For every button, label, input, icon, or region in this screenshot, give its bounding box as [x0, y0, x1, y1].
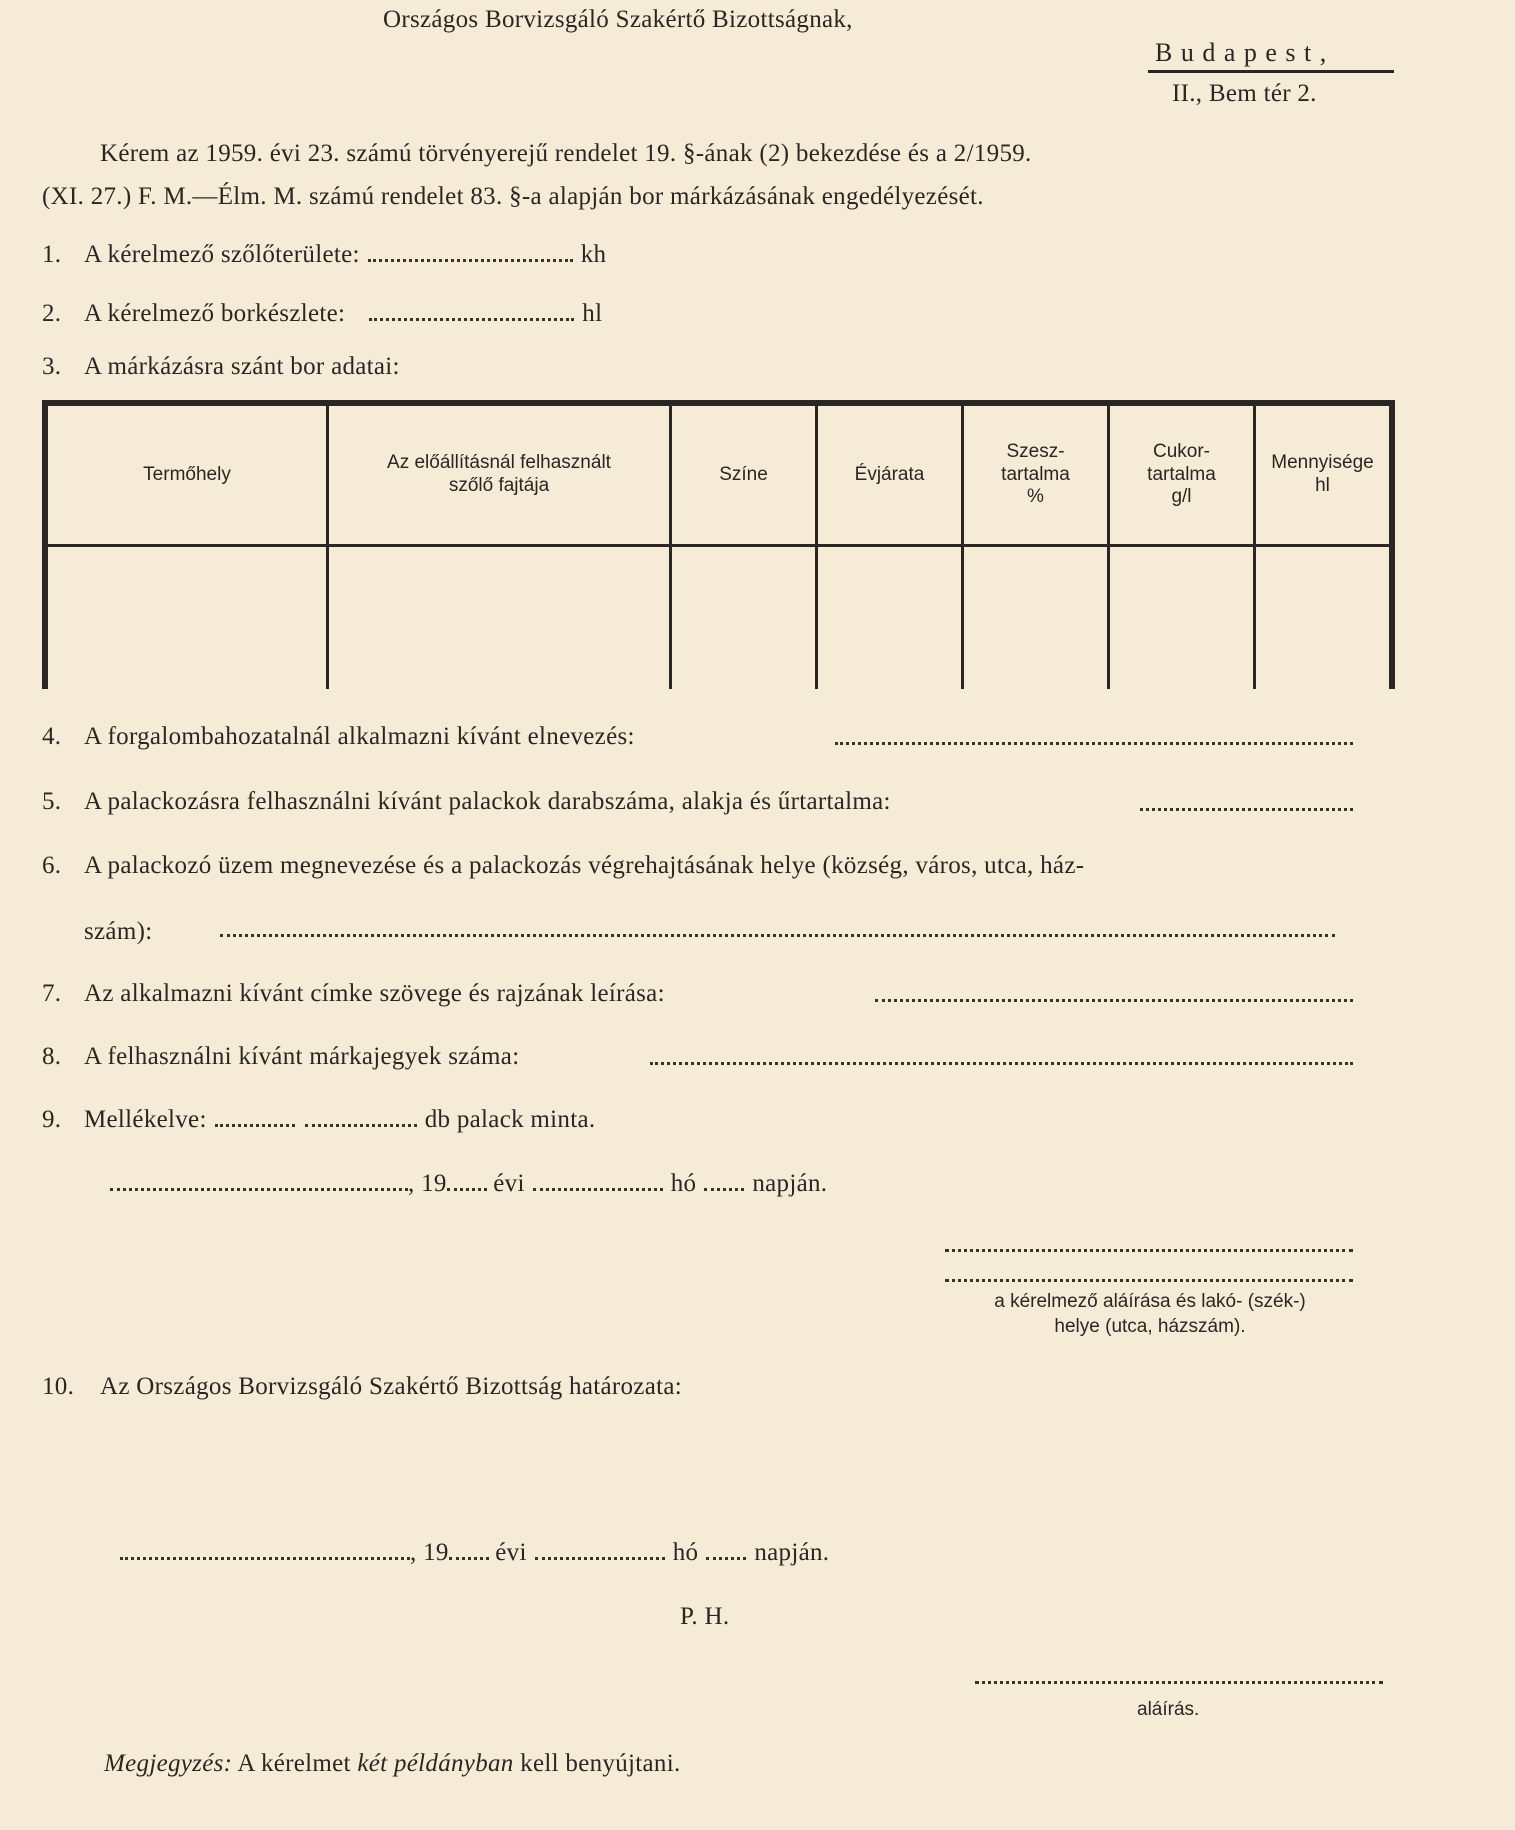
item-4-field[interactable] [835, 742, 1353, 745]
item-3-label: A márkázásra szánt bor adatai: [84, 353, 400, 380]
address: II., Bem tér 2. [1172, 80, 1317, 107]
item-1 [42, 241, 606, 269]
item-9-field-a[interactable] [215, 1124, 295, 1127]
date2-year-word: évi [495, 1539, 527, 1566]
date1-year-field[interactable] [447, 1188, 487, 1191]
date1-year-word: évi [493, 1170, 525, 1197]
item-9-suffix: db palack minta. [424, 1106, 596, 1133]
col-header-cukor-line2: tartalma [1147, 463, 1216, 485]
item-8-label: A felhasználni kívánt márkajegyek száma: [84, 1043, 520, 1070]
col-header-fajta-line2: szőlő fajtája [448, 475, 550, 496]
item-9-number: 9. [42, 1106, 62, 1133]
col-header-evjarata-text: Évjárata [854, 463, 925, 485]
stamp-label: P. H. [680, 1603, 730, 1630]
item-4-number: 4. [42, 723, 62, 750]
item-7 [42, 980, 665, 1008]
item-7-label: Az alkalmazni kívánt címke szövege és rajzának leírása: [84, 980, 665, 1007]
date1-year-prefix: , 19 [408, 1170, 447, 1197]
addressee: Országos Borvizsgáló Szakértő Bizottságnak, [383, 6, 853, 33]
item-1-number: 1. [42, 241, 62, 268]
table-header-row [45, 403, 1392, 546]
committee-signature-field[interactable] [975, 1681, 1383, 1684]
item-6-label: A palackozó üzem megnevezése és a palackozás végrehajtásának helye (község, város, utca, ház- [84, 852, 1085, 879]
date2-month-field[interactable] [535, 1557, 665, 1560]
committee-signature-label: aláírás. [1137, 1699, 1200, 1720]
item-5-number: 5. [42, 788, 62, 815]
item-8-field[interactable] [650, 1062, 1353, 1065]
applicant-signature-field[interactable] [945, 1249, 1353, 1252]
item-2-unit: hl [582, 300, 603, 327]
item-6-line2: szám): [84, 918, 153, 945]
col-header-szine [671, 403, 817, 546]
note-text-2: kell benyújtani. [520, 1750, 681, 1777]
item-10-number: 10. [42, 1373, 75, 1400]
applicant-signature-label [925, 1290, 1375, 1339]
intro-line-1-text: Kérem az 1959. évi 23. számú törvényerejű rendelet 19. §-ának (2) bekezdése és a 2/1959. [100, 140, 1032, 167]
item-6-number: 6. [42, 852, 62, 879]
item-4-label: A forgalombahozatalnál alkalmazni kívánt elnevezés: [84, 723, 635, 750]
item-3-number: 3. [42, 353, 62, 380]
applicant-signature-label-2: helye (utca, házszám). [1054, 1315, 1246, 1337]
col-header-szesztartalma [963, 403, 1109, 546]
cell-cukortartalma[interactable] [1109, 546, 1255, 690]
item-9-field-b[interactable] [305, 1124, 417, 1127]
applicant-signature-label-1: a kérelmező aláírása és lakó- (szék-) [994, 1291, 1306, 1312]
col-header-menny-line1: Mennyisége [1271, 452, 1374, 474]
item-3 [42, 353, 400, 381]
col-header-evjarata [817, 403, 963, 546]
date2-year-prefix: , 19 [410, 1539, 449, 1566]
date2-place-field[interactable] [120, 1557, 410, 1560]
col-header-menny-line2: hl [1315, 475, 1330, 496]
col-header-cukor-line1: Cukor- [1152, 440, 1210, 462]
date2-day-word: napján. [754, 1539, 830, 1566]
table-row [45, 546, 1392, 690]
cell-fajta[interactable] [328, 546, 671, 690]
item-8 [42, 1043, 519, 1071]
item-1-field[interactable] [368, 259, 573, 262]
wine-data-table [42, 400, 1395, 689]
cell-mennyisege[interactable] [1255, 546, 1393, 690]
date1-month-field[interactable] [533, 1188, 663, 1191]
item-8-number: 8. [42, 1043, 62, 1070]
item-1-unit: kh [580, 241, 607, 268]
cell-termohely[interactable] [45, 546, 328, 690]
item-2 [42, 300, 602, 328]
item-6 [42, 852, 1084, 880]
col-header-szesz-line3: % [1027, 486, 1044, 508]
col-header-szesz-line2: tartalma [1001, 463, 1070, 485]
note [104, 1750, 681, 1778]
date1-month-word: hó [670, 1170, 697, 1197]
date1-day-word: napján. [752, 1170, 828, 1197]
applicant-address-field[interactable] [945, 1279, 1353, 1282]
col-header-szine-text: Színe [719, 463, 768, 485]
item-10-label: Az Országos Borvizsgáló Szakértő Bizottság határozata: [100, 1373, 682, 1400]
item-9-label: Mellékelve: [84, 1106, 207, 1133]
col-header-termohely [45, 403, 328, 546]
col-header-termohely-text: Termőhely [143, 463, 231, 485]
city: B u d a p e s t , [1155, 38, 1328, 67]
col-header-cukortartalma [1109, 403, 1255, 546]
note-text-1: A kérelmet [237, 1750, 351, 1777]
date2-year-field[interactable] [449, 1557, 489, 1560]
col-header-cukor-line3: g/l [1171, 486, 1192, 508]
date2-month-word: hó [672, 1539, 699, 1566]
item-9 [42, 1106, 595, 1134]
intro-line-1 [100, 140, 1355, 168]
item-6-field[interactable] [220, 934, 1335, 937]
col-header-mennyisege [1255, 403, 1393, 546]
date-line-2 [120, 1539, 829, 1567]
col-header-fajta [328, 403, 671, 546]
item-5-label: A palackozásra felhasználni kívánt palackok darabszáma, alakja és űrtartalma: [84, 788, 891, 815]
city-underline [1148, 70, 1394, 73]
note-emphasis: két példányban [357, 1750, 514, 1777]
intro-line-2: (XI. 27.) F. M.—Élm. M. számú rendelet 83. §-a alapján bor márkázásának engedélyezését. [42, 183, 984, 210]
cell-szine[interactable] [671, 546, 817, 690]
cell-szesztartalma[interactable] [963, 546, 1109, 690]
date-line-1 [110, 1170, 827, 1198]
cell-evjarata[interactable] [817, 546, 963, 690]
item-5-field[interactable] [1140, 808, 1353, 811]
item-7-field[interactable] [875, 999, 1353, 1002]
item-10 [42, 1373, 682, 1401]
item-2-label: A kérelmező borkészlete: [84, 300, 346, 327]
col-header-szesz-line1: Szesz- [1006, 440, 1065, 462]
note-label: Megjegyzés: [104, 1750, 233, 1777]
item-4 [42, 723, 635, 751]
date2-day-field[interactable] [706, 1557, 746, 1560]
item-2-field[interactable] [369, 318, 574, 321]
date1-place-field[interactable] [110, 1188, 408, 1191]
col-header-fajta-line1: Az előállításnál felhasznált [387, 452, 611, 474]
item-5 [42, 788, 891, 816]
item-7-number: 7. [42, 980, 62, 1007]
date1-day-field[interactable] [704, 1188, 744, 1191]
item-2-number: 2. [42, 300, 62, 327]
item-1-label: A kérelmező szőlőterülete: [84, 241, 360, 268]
